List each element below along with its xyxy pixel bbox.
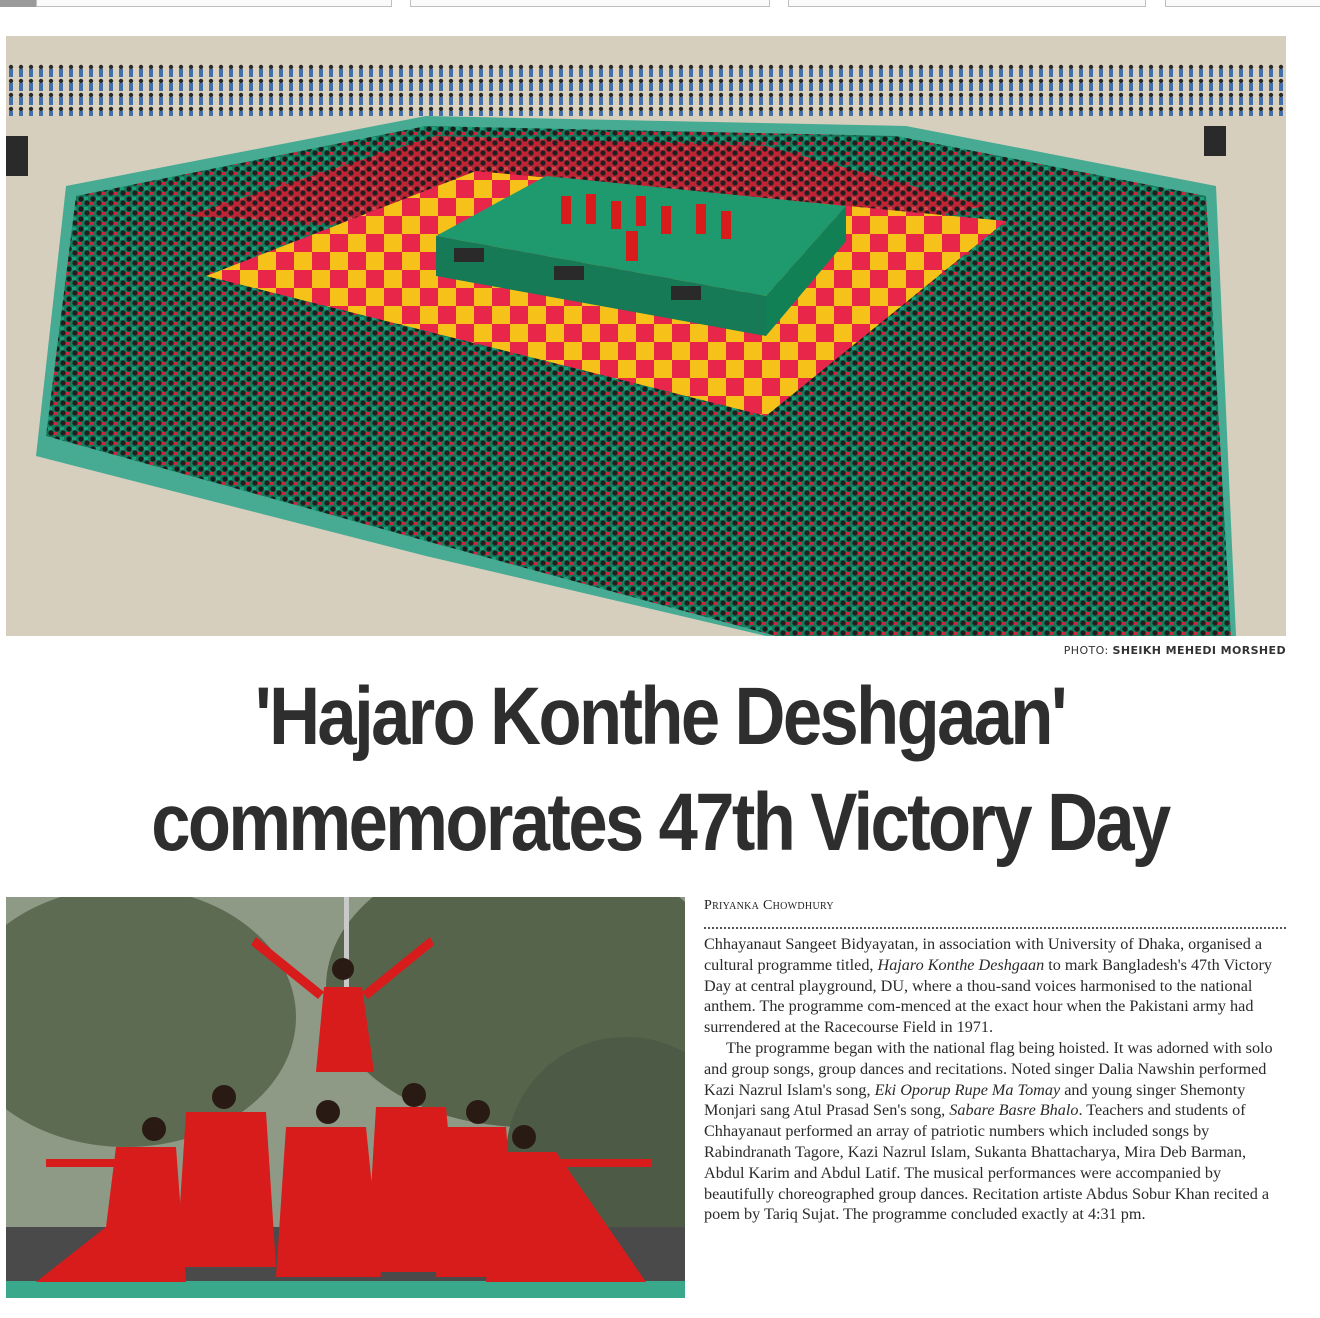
tab-box <box>410 0 770 7</box>
p2-song-1: Eki Oporup Rupe Ma Tomay <box>874 1080 1061 1099</box>
article-body <box>704 934 1286 1225</box>
byline-author: Priyanka Chowdhury <box>704 898 834 913</box>
aerial-crowd-illustration <box>6 36 1286 636</box>
tab-marker <box>0 0 36 7</box>
p1-text-a: Chhayanaut Sangeet Bidyayatan, in association with University of Dhaka, organised a cultural programme titled, <box>704 935 1263 974</box>
tab-box <box>788 0 1146 7</box>
p2-text-c: . Teachers and students of Chhayanaut performed an array of patriotic numbers which included songs by Rabindranath Tagore, Kazi Nazrul Islam, Sukanta Bhattacharya, Mira Deb Barman, Abdul Karim and Abdul Latif. The musical performances were accompanied by beautifully choreographed group dances. Recitation artiste Abdus Sobur Khan recited a poem by Tariq Sujat. The programme concluded exactly at 4:31 pm. <box>704 1101 1270 1224</box>
p1-text-b: to mark Bangladesh's 47th Victory Day at central playground, DU, where a thou-sand voices harmonised to the national anthem. The programme com-menced at the exact hour when the Pakistani army had surrendered at the Racecourse Field in 1971. <box>704 955 1272 1037</box>
article <box>704 898 1286 1225</box>
photo-credit-prefix: PHOTO: <box>1063 644 1109 657</box>
article-paragraph-2 <box>704 1038 1286 1225</box>
byline <box>704 898 1286 929</box>
p2-song-2: Sabare Basre Bhalo <box>949 1101 1079 1120</box>
headline <box>92 664 1227 876</box>
tab-box <box>36 0 392 7</box>
p2-text-b: and young singer Shemonty Monjari sang Atul Prasad Sen's song, <box>704 1080 1246 1120</box>
p2-text-a: The programme began with the national flag being hoisted. It was adorned with solo and group songs, group dances and recitations. Noted singer Dalia Nawshin performed Kazi Nazrul Islam's song, <box>704 1038 1273 1099</box>
article-paragraph-1 <box>704 934 1286 1038</box>
dance-performance-illustration <box>6 897 685 1298</box>
top-tab-strip <box>0 0 1320 8</box>
photo-credit-name: SHEIKH MEHEDI MORSHED <box>1112 644 1286 657</box>
hero-photo-aerial-crowd <box>6 36 1286 636</box>
headline-line-1: 'Hajaro Konthe Deshgaan' <box>254 671 1066 762</box>
headline-line-2: commemorates 47th Victory Day <box>151 777 1169 868</box>
tab-box <box>1165 0 1320 7</box>
dance-photo <box>6 897 685 1298</box>
p1-program-title: Hajaro Konthe Deshgaan <box>877 955 1045 974</box>
photo-credit <box>1064 644 1286 657</box>
